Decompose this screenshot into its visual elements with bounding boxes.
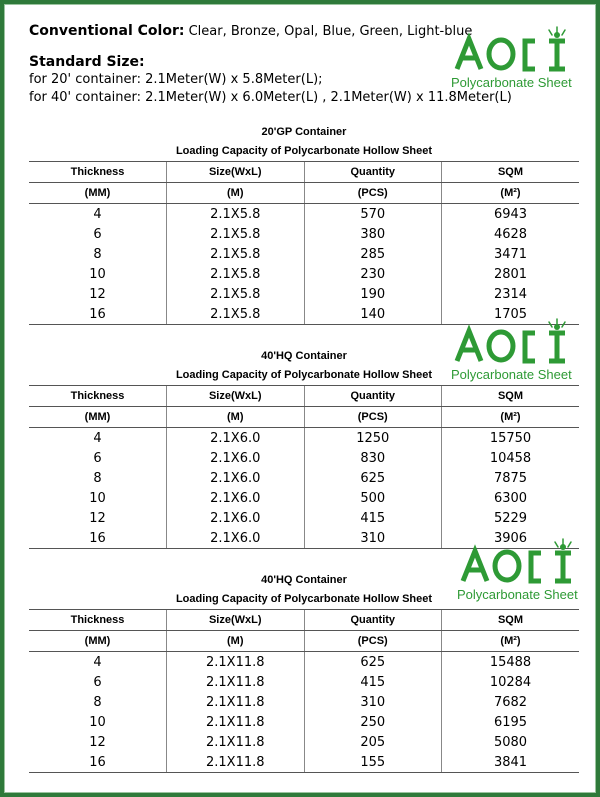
unit-mm: (MM) xyxy=(29,631,167,652)
cell-size: 2.1X5.8 xyxy=(167,264,305,284)
unit-m: (M) xyxy=(167,183,305,204)
cell-thickness: 12 xyxy=(89,734,106,750)
unit-mm: (MM) xyxy=(29,407,167,428)
loading-table xyxy=(29,161,579,325)
table-section-20gp xyxy=(29,123,579,325)
aoci-logo-icon xyxy=(451,25,581,75)
cell-quantity: 625 xyxy=(304,468,442,488)
cell-size: 2.1X5.8 xyxy=(167,284,305,304)
cell-sqm: 3841 xyxy=(442,752,580,773)
col-thickness: Thickness xyxy=(29,386,167,407)
table-row xyxy=(29,224,579,244)
cell-size: 2.1X6.0 xyxy=(167,528,305,549)
cell-sqm: 2801 xyxy=(442,264,580,284)
loading-table xyxy=(29,385,579,549)
table-row xyxy=(29,284,579,304)
cell-size: 2.1X6.0 xyxy=(167,508,305,528)
aoci-logo xyxy=(451,317,591,382)
col-size: Size(WxL) xyxy=(167,386,305,407)
table-row xyxy=(29,732,579,752)
cell-thickness: 16 xyxy=(29,528,167,549)
cell-thickness: 10 xyxy=(89,490,106,506)
logo-tagline: Polycarbonate Sheet xyxy=(457,587,578,602)
table-title: 40'HQ Container xyxy=(261,574,347,586)
table-row xyxy=(29,712,579,732)
cell-size: 2.1X5.8 xyxy=(167,204,305,225)
col-quantity: Quantity xyxy=(304,386,442,407)
cell-sqm: 2314 xyxy=(442,284,580,304)
cell-size: 2.1X6.0 xyxy=(167,448,305,468)
col-sqm: SQM xyxy=(442,162,580,183)
col-quantity: Quantity xyxy=(304,610,442,631)
unit-pcs: (PCS) xyxy=(304,183,442,204)
cell-quantity: 830 xyxy=(304,448,442,468)
color-values: Clear, Bronze, Opal, Blue, Green, Light-blue xyxy=(184,24,473,39)
cell-size: 2.1X6.0 xyxy=(167,428,305,449)
col-thickness: Thickness xyxy=(29,162,167,183)
cell-size: 2.1X11.8 xyxy=(167,712,305,732)
unit-mm: (MM) xyxy=(29,183,167,204)
cell-sqm: 10284 xyxy=(442,672,580,692)
unit-m: (M) xyxy=(167,407,305,428)
col-thickness: Thickness xyxy=(29,610,167,631)
cell-thickness: 6 xyxy=(93,674,102,690)
cell-thickness: 4 xyxy=(93,206,102,222)
cell-size: 2.1X11.8 xyxy=(167,652,305,673)
table-row xyxy=(29,672,579,692)
cell-sqm: 10458 xyxy=(442,448,580,468)
cell-quantity: 155 xyxy=(304,752,442,773)
table-row xyxy=(29,752,579,773)
col-sqm: SQM xyxy=(442,386,580,407)
table-subtitle: Loading Capacity of Polycarbonate Hollow Sheet xyxy=(175,145,433,157)
cell-thickness: 12 xyxy=(89,286,106,302)
logo-tagline: Polycarbonate Sheet xyxy=(451,75,572,90)
cell-sqm: 4628 xyxy=(442,224,580,244)
cell-thickness: 8 xyxy=(93,694,102,710)
cell-quantity: 285 xyxy=(304,244,442,264)
table-row xyxy=(29,508,579,528)
col-quantity: Quantity xyxy=(304,162,442,183)
cell-quantity: 310 xyxy=(304,692,442,712)
cell-sqm: 15750 xyxy=(442,428,580,449)
col-size: Size(WxL) xyxy=(167,610,305,631)
aoci-logo xyxy=(451,25,591,90)
cell-quantity: 415 xyxy=(304,672,442,692)
cell-thickness: 4 xyxy=(93,430,102,446)
unit-pcs: (PCS) xyxy=(304,407,442,428)
cell-thickness: 16 xyxy=(29,752,167,773)
col-sqm: SQM xyxy=(442,610,580,631)
cell-size: 2.1X5.8 xyxy=(167,304,305,325)
aoci-logo-icon xyxy=(457,537,587,587)
cell-sqm: 15488 xyxy=(442,652,580,673)
cell-size: 2.1X5.8 xyxy=(167,244,305,264)
color-label: Conventional Color: xyxy=(29,23,185,39)
cell-size: 2.1X11.8 xyxy=(167,672,305,692)
cell-thickness: 8 xyxy=(93,246,102,262)
cell-quantity: 500 xyxy=(304,488,442,508)
loading-table xyxy=(29,609,579,773)
table-subtitle: Loading Capacity of Polycarbonate Hollow Sheet xyxy=(175,369,433,381)
table-row xyxy=(29,692,579,712)
cell-size: 2.1X6.0 xyxy=(167,488,305,508)
cell-quantity: 570 xyxy=(304,204,442,225)
table-row xyxy=(29,264,579,284)
table-title: 20'GP Container xyxy=(261,126,347,138)
cell-size: 2.1X11.8 xyxy=(167,732,305,752)
cell-sqm: 6300 xyxy=(442,488,580,508)
cell-size: 2.1X5.8 xyxy=(167,224,305,244)
aoci-logo-icon xyxy=(451,317,581,367)
cell-size: 2.1X11.8 xyxy=(167,752,305,773)
cell-sqm: 6195 xyxy=(442,712,580,732)
cell-quantity: 1250 xyxy=(304,428,442,449)
cell-thickness: 8 xyxy=(93,470,102,486)
unit-m: (M) xyxy=(167,631,305,652)
cell-thickness: 16 xyxy=(29,304,167,325)
cell-quantity: 310 xyxy=(304,528,442,549)
unit-m2: (M²) xyxy=(442,407,580,428)
cell-quantity: 190 xyxy=(304,284,442,304)
cell-sqm: 6943 xyxy=(442,204,580,225)
col-size: Size(WxL) xyxy=(167,162,305,183)
cell-thickness: 4 xyxy=(93,654,102,670)
table-row xyxy=(29,468,579,488)
cell-quantity: 230 xyxy=(304,264,442,284)
cell-quantity: 140 xyxy=(304,304,442,325)
cell-quantity: 625 xyxy=(304,652,442,673)
table-row xyxy=(29,652,579,673)
page-frame xyxy=(4,4,596,793)
cell-sqm: 3471 xyxy=(442,244,580,264)
unit-m2: (M²) xyxy=(442,631,580,652)
cell-sqm: 7682 xyxy=(442,692,580,712)
size-20-line: for 20' container: 2.1Meter(W) x 5.8Meter(L); xyxy=(29,72,323,87)
cell-sqm: 3906 xyxy=(442,528,580,549)
cell-thickness: 12 xyxy=(89,510,106,526)
cell-sqm: 5229 xyxy=(442,508,580,528)
table-row xyxy=(29,488,579,508)
cell-size: 2.1X11.8 xyxy=(167,692,305,712)
cell-quantity: 415 xyxy=(304,508,442,528)
size-40-line: for 40' container: 2.1Meter(W) x 6.0Meter(L) , 2.1Meter(W) x 11.8Meter(L) xyxy=(29,90,512,105)
cell-quantity: 205 xyxy=(304,732,442,752)
table-row xyxy=(29,428,579,449)
logo-tagline: Polycarbonate Sheet xyxy=(451,367,572,382)
table-subtitle: Loading Capacity of Polycarbonate Hollow Sheet xyxy=(175,593,433,605)
table-row xyxy=(29,204,579,225)
cell-thickness: 6 xyxy=(93,226,102,242)
unit-pcs: (PCS) xyxy=(304,631,442,652)
cell-sqm: 1705 xyxy=(442,304,580,325)
cell-quantity: 250 xyxy=(304,712,442,732)
table-title: 40'HQ Container xyxy=(261,350,347,362)
cell-thickness: 10 xyxy=(89,266,106,282)
cell-sqm: 5080 xyxy=(442,732,580,752)
cell-quantity: 380 xyxy=(304,224,442,244)
aoci-logo xyxy=(457,537,597,602)
cell-thickness: 10 xyxy=(89,714,106,730)
unit-m2: (M²) xyxy=(442,183,580,204)
table-row xyxy=(29,244,579,264)
cell-size: 2.1X6.0 xyxy=(167,468,305,488)
cell-thickness: 6 xyxy=(93,450,102,466)
table-row xyxy=(29,448,579,468)
cell-sqm: 7875 xyxy=(442,468,580,488)
size-label: Standard Size: xyxy=(29,54,145,70)
